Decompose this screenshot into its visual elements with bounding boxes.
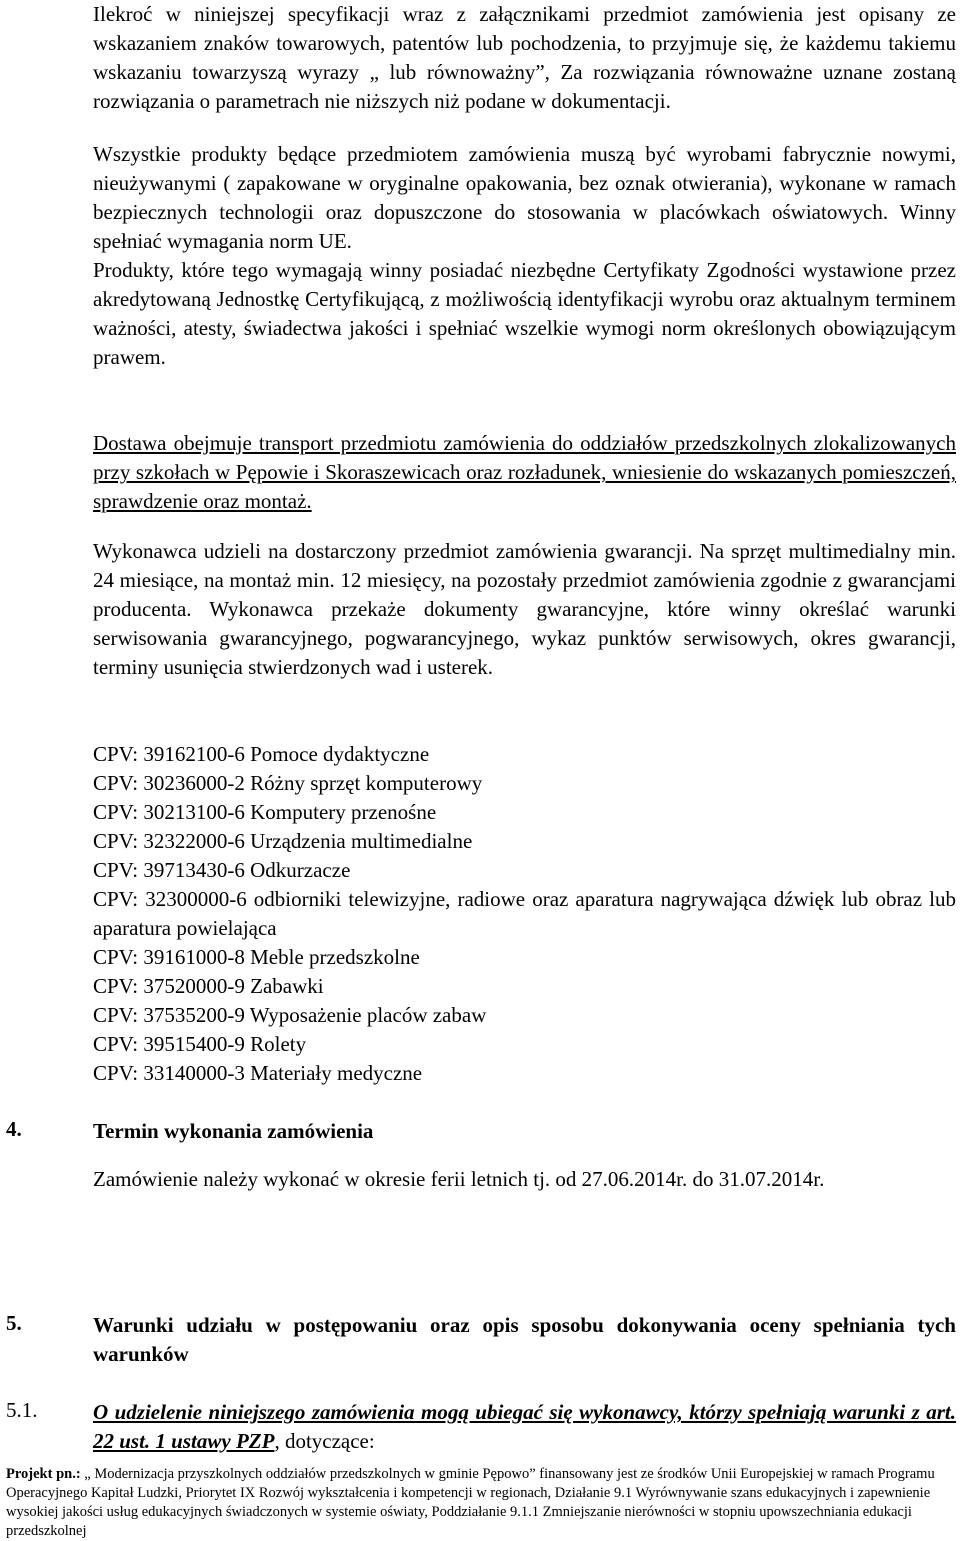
- cpv-item: CPV: 32300000-6 odbiorniki telewizyjne, radiowe oraz aparatura nagrywająca dźwięk lub obraz lub aparatura powielająca: [93, 887, 956, 940]
- paragraph-delivery: Dostawa obejmuje transport przedmiotu zamówienia do oddziałów przedszkolnych zlokalizowanych przy szkołach w Pępowie i Skoraszewicach oraz rozładunek, wniesienie do wskazanych pomieszczeń, sprawdzenie oraz montaż.: [93, 431, 956, 513]
- paragraph-product-requirements: Wszystkie produkty będące przedmiotem zamówienia muszą być wyrobami fabrycznie nowymi, nieużywanymi ( zapakowane w oryginalne opakowania, bez oznak otwierania), wykonane w ramach bezpiecznych technologii oraz dopuszczone do stosowania w placówkach oświatowych. Winny spełniać wymagania norm UE.: [93, 142, 956, 253]
- cpv-item: CPV: 30213100-6 Komputery przenośne: [93, 800, 437, 824]
- cpv-list: [93, 740, 956, 1088]
- paragraph-warranty: Wykonawca udzieli na dostarczony przedmiot zamówienia gwarancji. Na sprzęt multimedialny min. 24 miesiące, na montaż min. 12 miesięcy, na pozostały przedmiot zamówienia zgodnie z gwarancjami producenta. Wykonawca przekaże dokumenty gwarancyjne, które winny określać warunki serwisowania gwarancyjnego, pogwarancyjnego, wykaz punktów serwisowych, okres gwarancji, terminy usunięcia stwierdzonych wad i usterek.: [93, 539, 956, 679]
- cpv-item: CPV: 37535200-9 Wyposażenie placów zabaw: [93, 1003, 487, 1027]
- footer-label: Projekt pn.:: [6, 1466, 81, 1482]
- footer-project-note: [6, 1465, 956, 1541]
- cpv-item: CPV: 32322000-6 Urządzenia multimedialne: [93, 829, 473, 853]
- section-4-text: Zamówienie należy wykonać w okresie ferii letnich tj. od 27.06.2014r. do 31.07.2014r.: [93, 1167, 825, 1191]
- cpv-item: CPV: 39713430-6 Odkurzacze: [93, 858, 351, 882]
- cpv-item: CPV: 39515400-9 Rolety: [93, 1032, 307, 1056]
- cpv-item: CPV: 39161000-8 Meble przedszkolne: [93, 945, 420, 969]
- section-5-number: 5.: [6, 1311, 22, 1335]
- section-4-number: 4.: [6, 1117, 22, 1141]
- section-5-title: Warunki udziału w postępowaniu oraz opis sposobu dokonywania oceny spełniania tych warunków: [93, 1313, 956, 1366]
- section-4-title: Termin wykonania zamówienia: [93, 1119, 374, 1143]
- paragraph-trademark-equivalents: Ilekroć w niniejszej specyfikacji wraz z załącznikami przedmiot zamówienia jest opisany ze wskazaniem znaków towarowych, patentów lub pochodzenia, to przyjmuje się, że każdemu takiemu wskazaniu towarzyszą wyrazy „ lub równoważny”, Za rozwiązania równoważne uznane zostaną rozwiązania o parametrach nie niższych niż podane w dokumentacji.: [93, 2, 956, 113]
- cpv-item: CPV: 39162100-6 Pomoce dydaktyczne: [93, 742, 430, 766]
- section-5-1-emphasis: O udzielenie niniejszego zamówienia mogą ubiegać się wykonawcy, którzy spełniają warunki z art. 22 ust. 1 ustawy PZP: [93, 1400, 956, 1453]
- paragraph-certificates: Produkty, które tego wymagają winny posiadać niezbędne Certyfikaty Zgodności wystawione przez akredytowaną Jednostkę Certyfikującą, z możliwością identyfikacji wyrobu oraz aktualnym terminem ważności, atesty, świadectwa jakości i spełniać wszelkie wymogi norm określonych obowiązującym prawem.: [93, 258, 956, 369]
- section-5-1-text: [93, 1398, 956, 1456]
- section-5-1-rest: , dotyczące:: [274, 1429, 375, 1453]
- section-5-1-number: 5.1.: [6, 1398, 38, 1422]
- footer-text: „ Modernizacja przyszkolnych oddziałów przedszkolnych w gminie Pępowo” finansowany jest ze środków Unii Europejskiej w ramach Programu Operacyjnego Kapitał Ludzki, Priorytet IX Rozwój wykształcenia i kompetencji w regionach, Działanie 9.1 Wyrównywanie szans edukacyjnych i zapewnienie wysokiej jakości usług edukacyjnych świadczonych w systemie oświaty, Poddziałanie 9.1.1 Zmniejszanie nierówności w stopniu upowszechniania edukacji przedszkolnej: [6, 1466, 935, 1539]
- cpv-item: CPV: 30236000-2 Różny sprzęt komputerowy: [93, 771, 483, 795]
- cpv-item: CPV: 37520000-9 Zabawki: [93, 974, 324, 998]
- cpv-item: CPV: 33140000-3 Materiały medyczne: [93, 1061, 423, 1085]
